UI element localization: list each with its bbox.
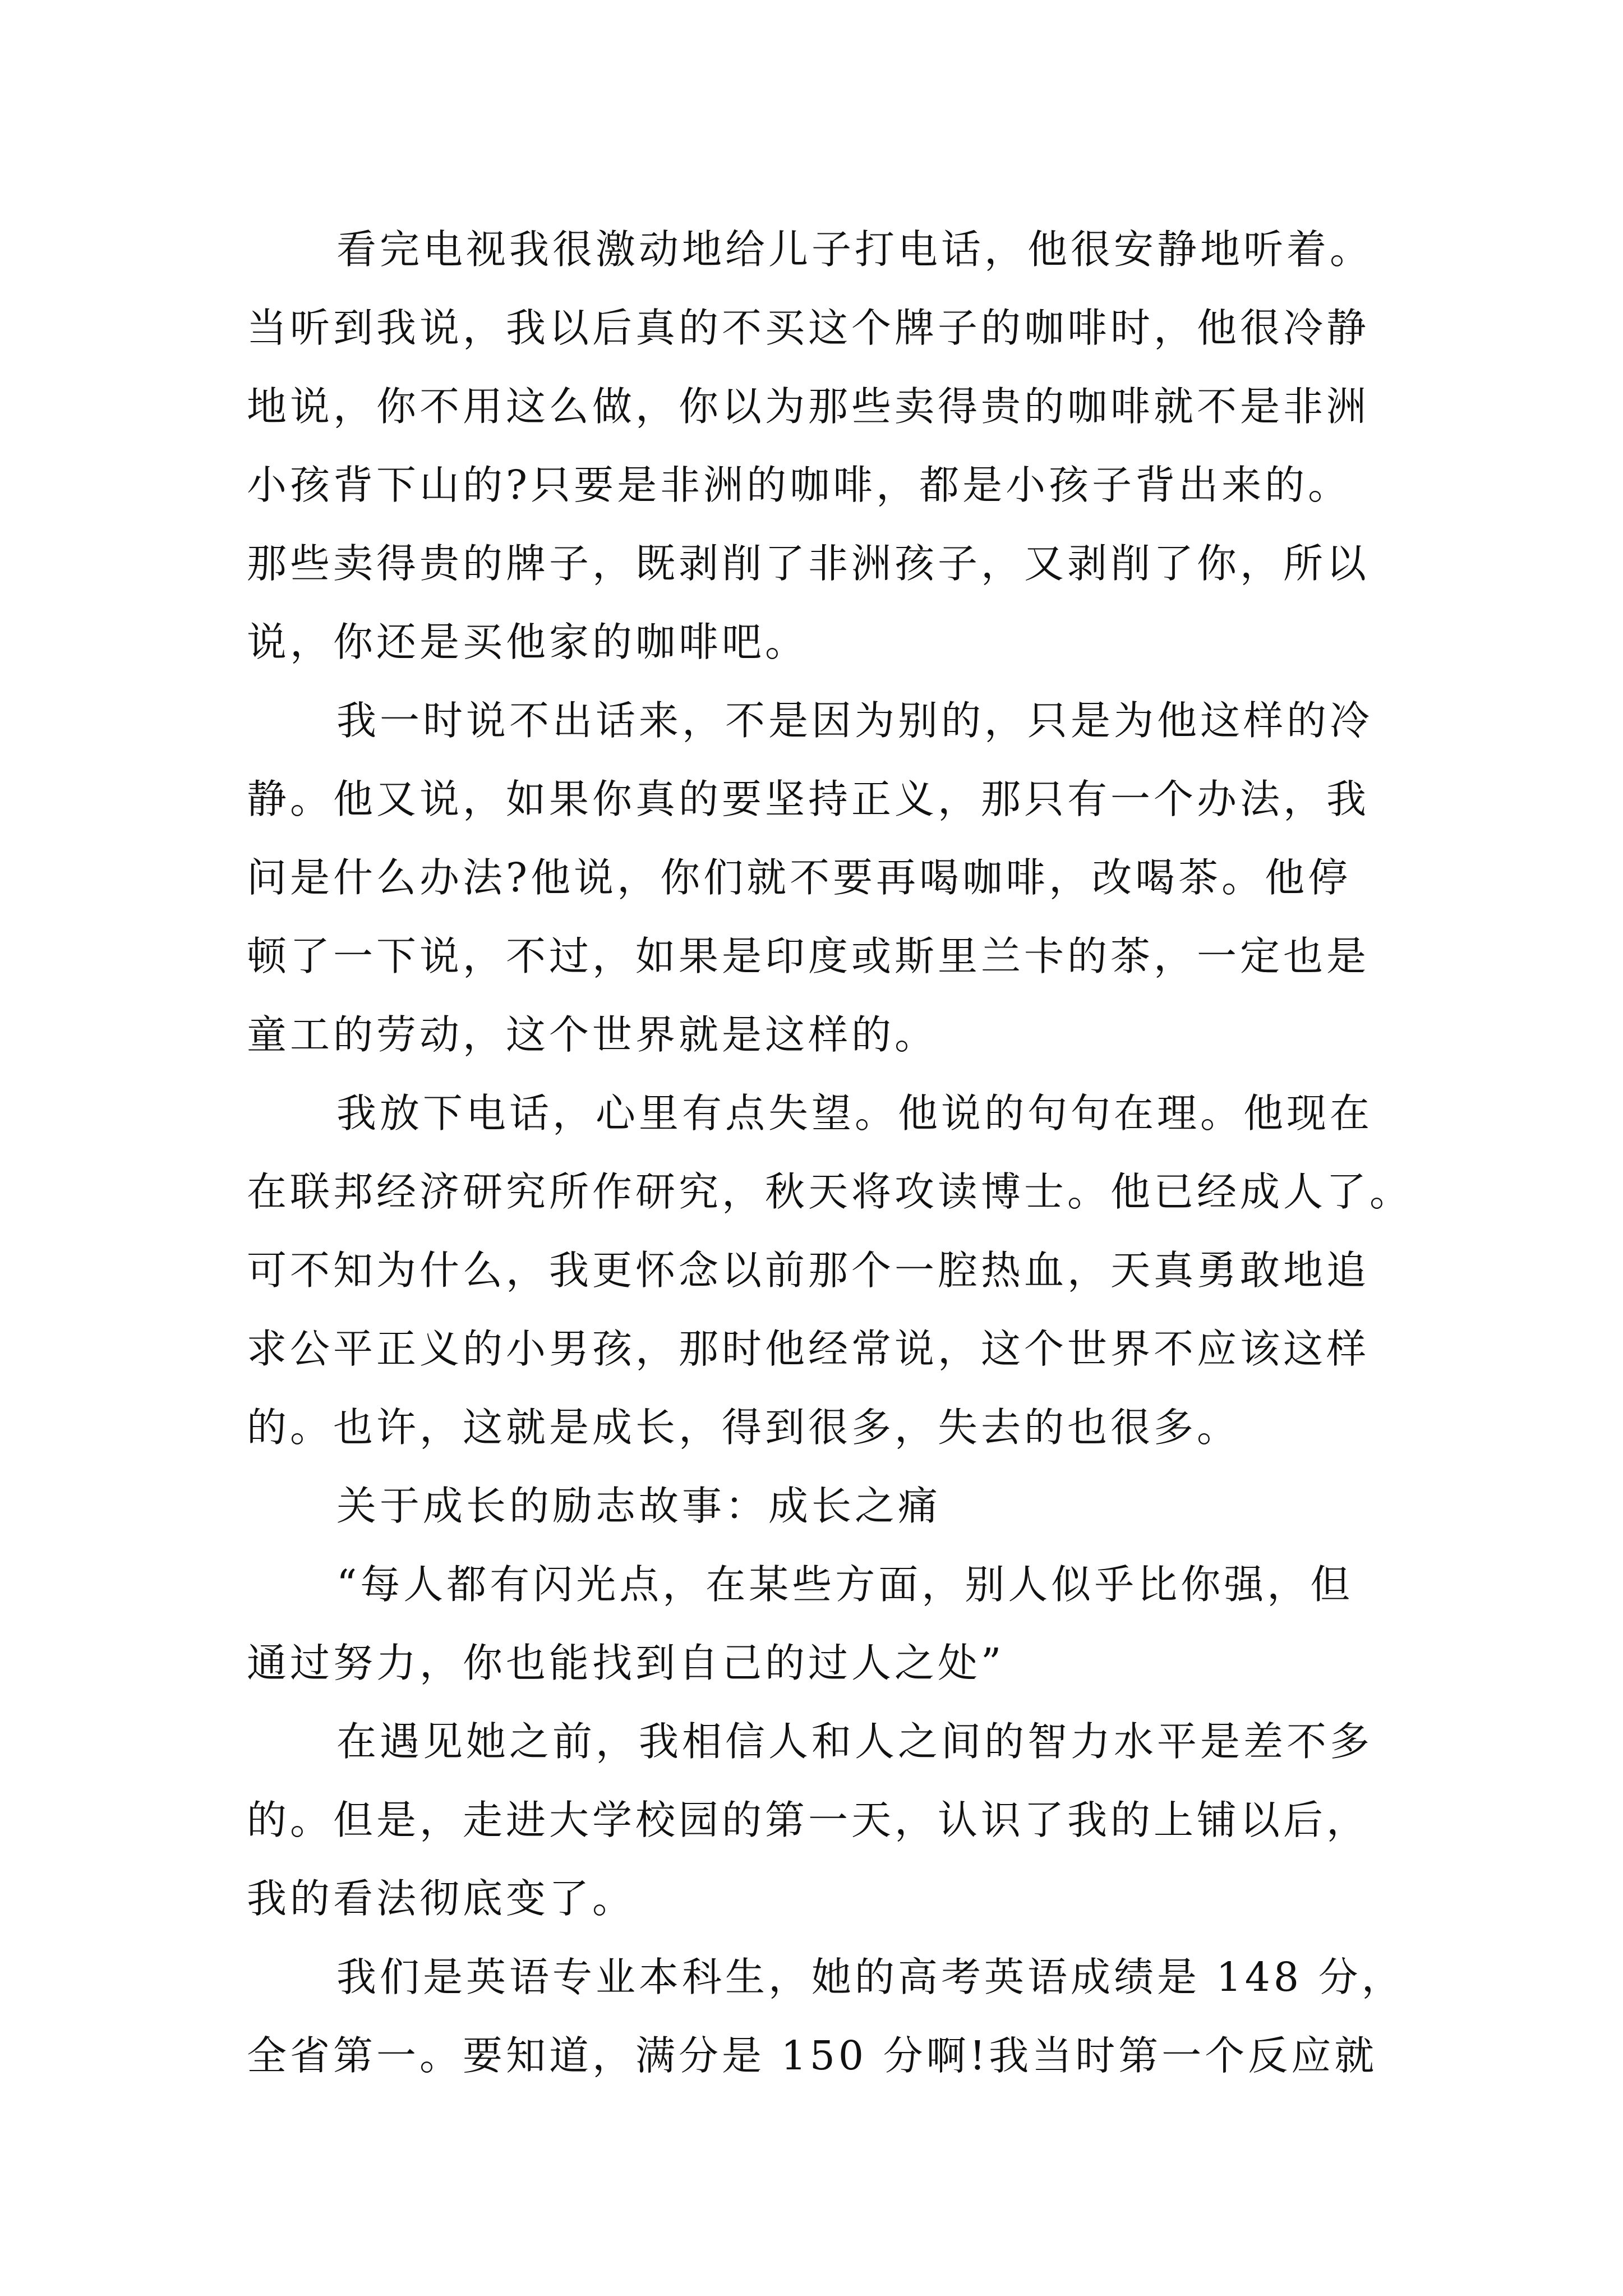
text-line: 我一时说不出话来，不是因为别的，只是为他这样的冷 bbox=[336, 697, 1373, 744]
text-line: 全省第一。要知道，满分是 150 分啊!我当时第一个反应就 bbox=[247, 2032, 1378, 2079]
text-line: 在遇见她之前，我相信人和人之间的智力水平是差不多 bbox=[336, 1718, 1373, 1765]
quote-line: “每人都有闪光点，在某些方面，别人似乎比你强，但 bbox=[336, 1561, 1354, 1608]
text-line: 地说，你不用这么做，你以为那些卖得贵的咖啡就不是非洲 bbox=[247, 383, 1370, 430]
text-line: 童工的劳动，这个世界就是这样的。 bbox=[247, 1011, 938, 1058]
text-line: 我的看法彻底变了。 bbox=[247, 1875, 636, 1922]
text-line: 说，你还是买他家的咖啡吧。 bbox=[247, 619, 809, 665]
body-text bbox=[247, 210, 1413, 2095]
quote-line: 通过努力，你也能找到自己的过人之处” bbox=[247, 1640, 1005, 1686]
text-line: 的。也许，这就是成长，得到很多，失去的也很多。 bbox=[247, 1404, 1241, 1451]
section-heading: 关于成长的励志故事：成长之痛 bbox=[336, 1483, 942, 1529]
text-line: 求公平正义的小男孩，那时他经常说，这个世界不应该这样 bbox=[247, 1326, 1370, 1372]
text-line: 的。但是，走进大学校园的第一天，认识了我的上铺以后， bbox=[247, 1797, 1370, 1843]
text-line: 在联邦经济研究所作研究，秋天将攻读博士。他已经成人了。 bbox=[247, 1168, 1413, 1215]
text-line: 我放下电话，心里有点失望。他说的句句在理。他现在 bbox=[336, 1090, 1373, 1137]
text-line: 问是什么办法?他说，你们就不要再喝咖啡，改喝茶。他停 bbox=[247, 854, 1352, 901]
text-line: 当听到我说，我以后真的不买这个牌子的咖啡时，他很冷静 bbox=[247, 305, 1370, 351]
text-line: 静。他又说，如果你真的要坚持正义，那只有一个办法，我 bbox=[247, 776, 1370, 822]
text-line: 看完电视我很激动地给儿子打电话，他很安静地听着。 bbox=[336, 226, 1373, 273]
text-line: 小孩背下山的?只要是非洲的咖啡，都是小孩子背出来的。 bbox=[247, 462, 1352, 508]
text-line: 那些卖得贵的牌子，既剥削了非洲孩子，又剥削了你，所以 bbox=[247, 540, 1370, 587]
text-line: 可不知为什么，我更怀念以前那个一腔热血，天真勇敢地追 bbox=[247, 1247, 1370, 1294]
text-line: 顿了一下说，不过，如果是印度或斯里兰卡的茶，一定也是 bbox=[247, 933, 1370, 979]
text-line: 我们是英语专业本科生，她的高考英语成绩是 148 分， bbox=[336, 1954, 1405, 2000]
